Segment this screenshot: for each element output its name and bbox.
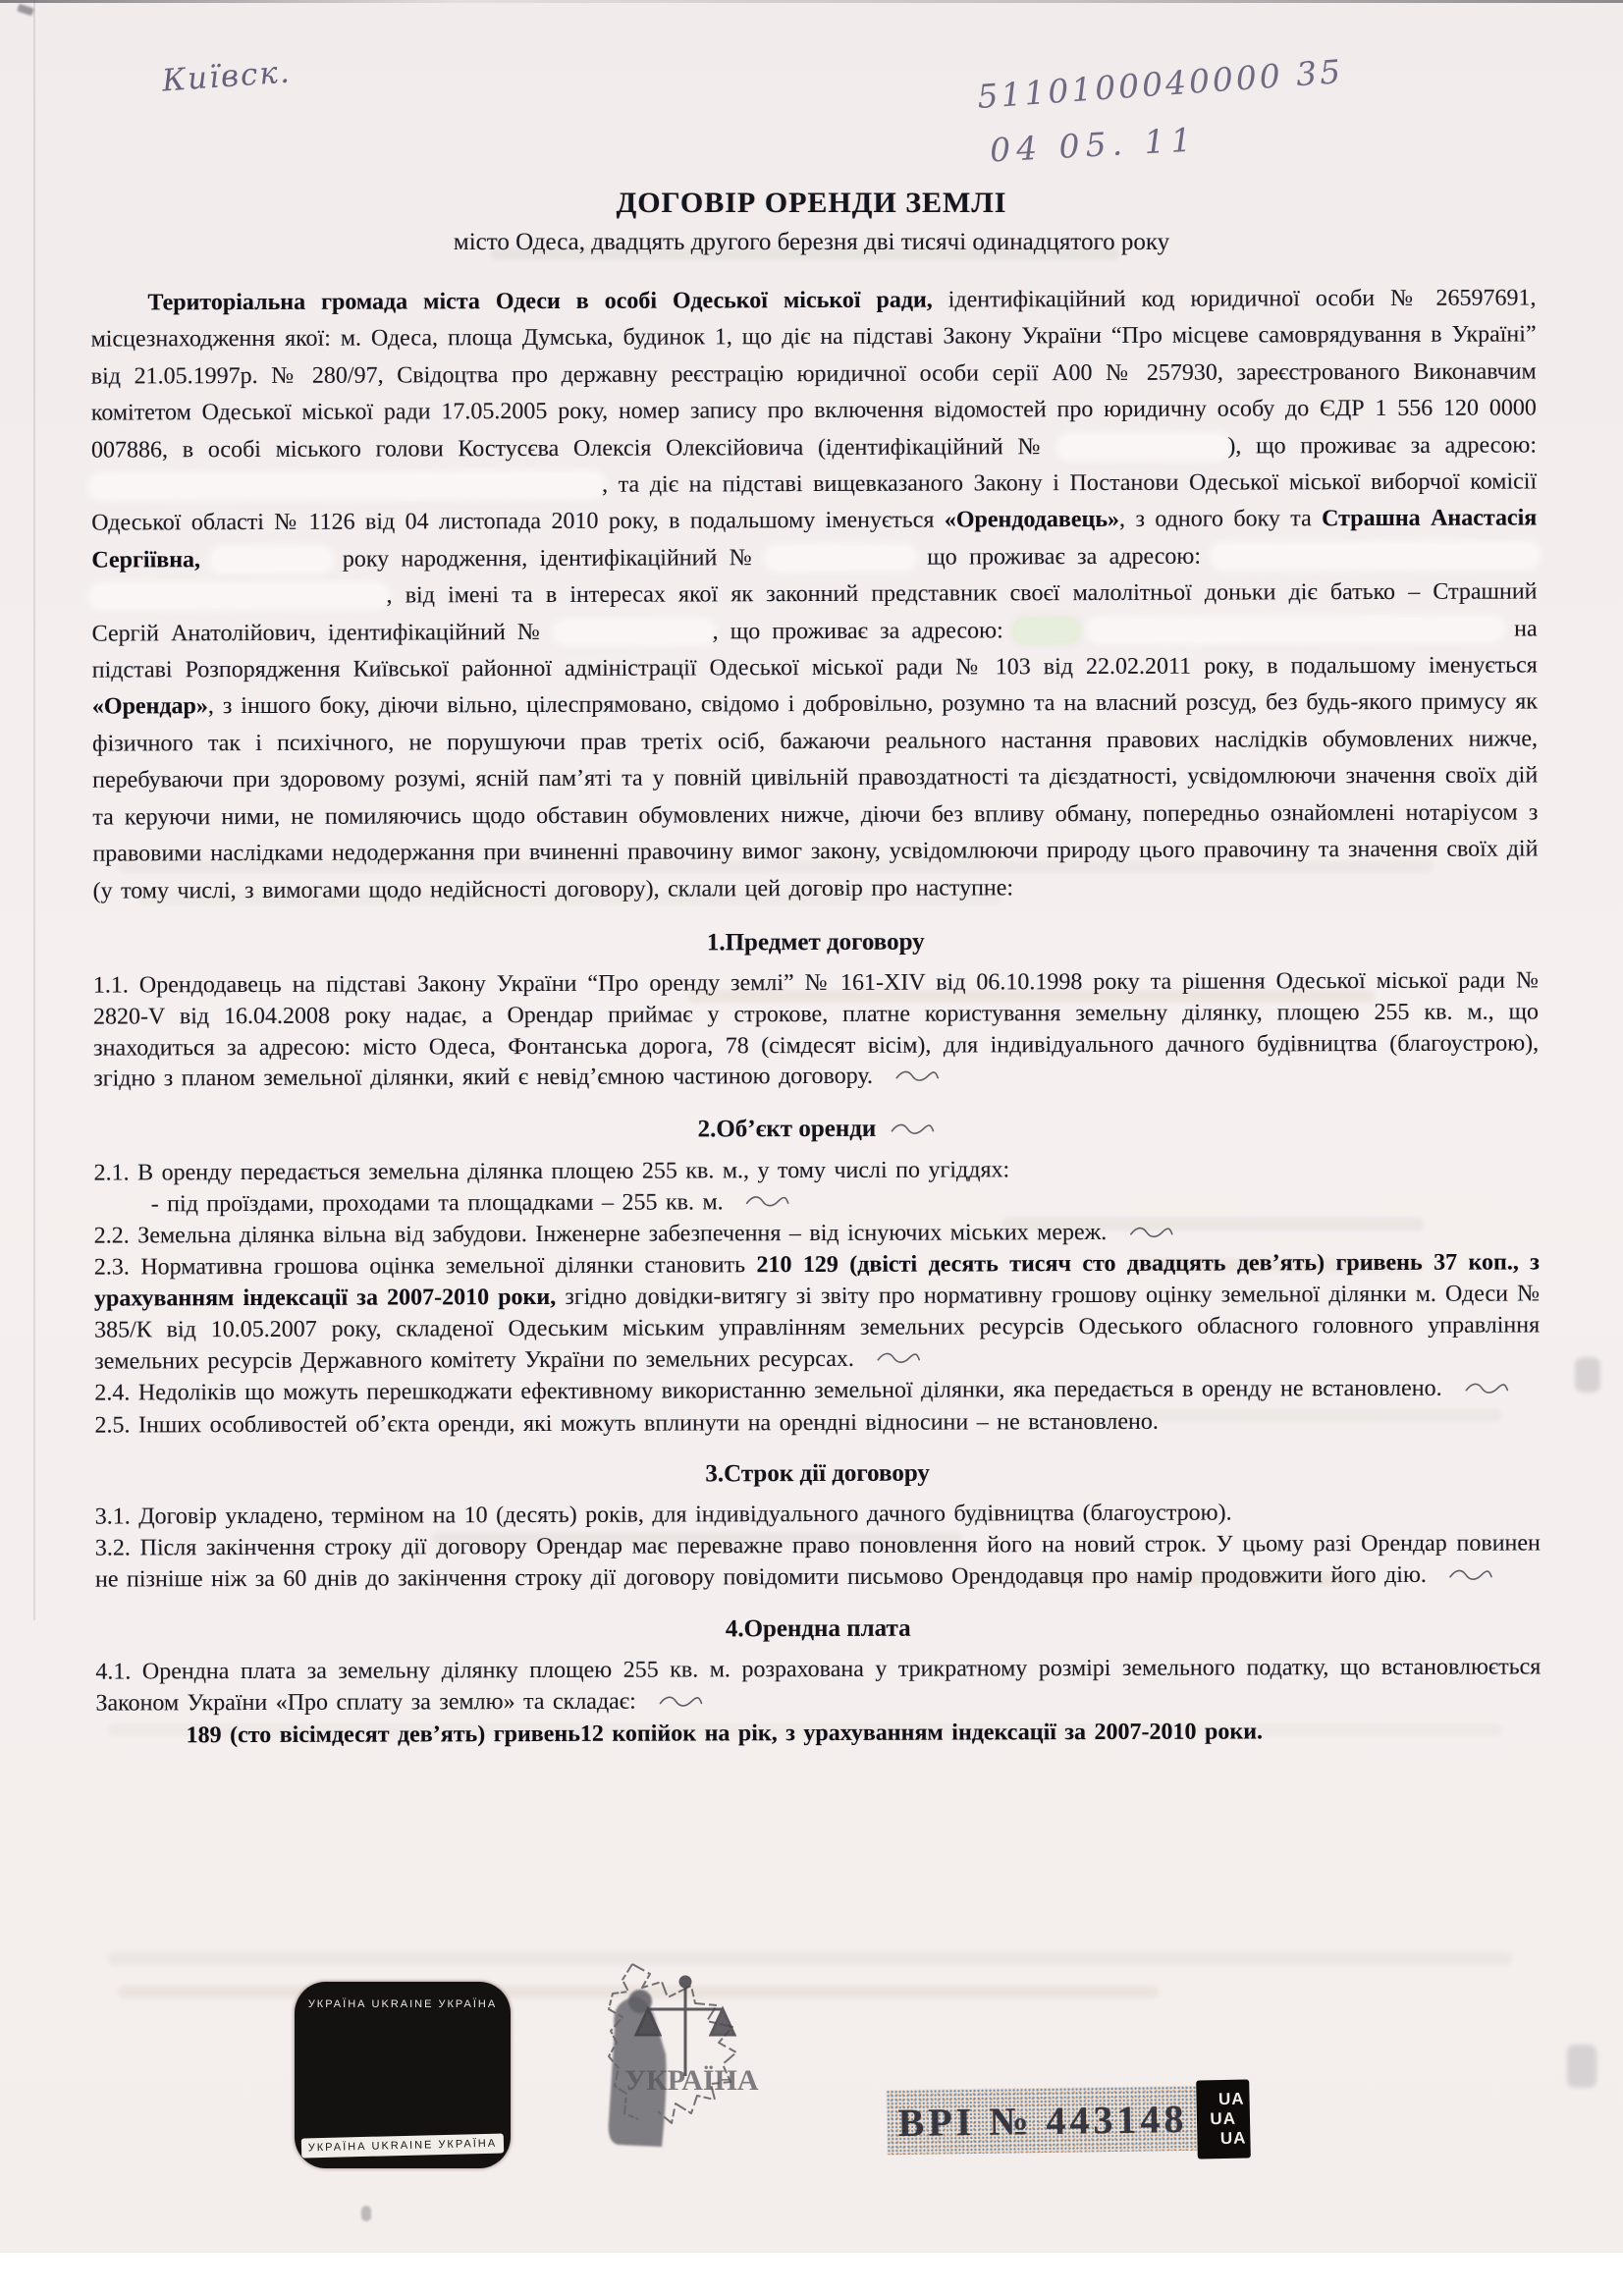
ukraine-passport-stamp (295, 1982, 511, 2168)
document-subtitle: місто Одеса, двадцять другого березня дві тисячі одинадцятого року (453, 229, 1170, 255)
emphasized-text: «Орендар» (91, 693, 208, 721)
pen-squiggle (894, 1062, 940, 1093)
body-text: , з іншого боку, діючи вільно, цілеспрямовано, свідомо і добровільно, розумно та на власний розсуд, без будь-якого примусу як фізичного так і психічного, не порушуючи прав третіх осіб, бажаючи реального настання правових наслідків обумовлених нижче, перебуваючи при здоровому розумі, ясній пам’яті та у повній цивільній правоздатності та дієздатності, усвідомлюючи значення своїх дій та керуючи ними, не помиляючись щодо обставин обумовлених нижче, діючи без впливу обману, попередньо ознайомлені нотаріусом з правовими наслідками недодержання при вчиненні правочину вимог закону, усвідомлюючи природу цього правочину та значення своїх дій (у тому числі, з вимогами щодо недійсності договору), склали цей договір про наступне: (91, 688, 1539, 904)
redaction-blob (1015, 620, 1078, 641)
stamp-top-text: УКРАЇНА UKRAINE УКРАЇНА (307, 1998, 498, 2010)
stamp-bottom-text: УКРАЇНА UKRAINE УКРАЇНА (301, 2133, 504, 2158)
redaction-blob (1213, 544, 1537, 567)
paragraph (94, 1217, 1540, 1254)
body-text: 4.1. Орендна плата за земельну ділянку площею 255 кв. м. розрахована у трикратному розмірі земельного податку, що встановлюється Законом України «Про сплату за землю» та складає: (95, 1654, 1542, 1717)
body-text: 2.5. Інших особливостей об’єкта оренди, які можуть вплинути на орендні відносини – не встановлено. (94, 1408, 1159, 1439)
section-heading: 3.Строк дії договору (705, 1460, 930, 1488)
emphasized-text: Територіальна громада міста Одеси в особі Одеської міської ради, (147, 287, 933, 316)
ua-label: UA (1219, 2128, 1247, 2149)
emphasized-text: 210 129 (двісті десять тисяч сто двадцять дев’ять) гривень 37 коп., з урахуванням індексації за 2007-2010 роки, (93, 1249, 1540, 1312)
body-text: ідентифікаційний код юридичної особи № 26597691, місцезнаходження якої: м. Одеса, площа Думська, будинок 1, що діє на підставі Закону України “Про місцеве самоврядування в Україні” від 21.05.1997р. № 280/97, Свідоцтва про державну реєстрацію юридичної особи серії А00 № 257930, зареєстрованого Виконавчим комітетом Одеської міської ради 17.05.2005 року, номер запису про включення відомостей про юридичну особу до ЄДР 1 556 120 0000 007886, в особі міського голови Костусєва Олексія Олексійовича (ідентифікаційний № (90, 285, 1537, 464)
serial-number-stamp (887, 2086, 1200, 2155)
body-text: 3.2. Після закінчення строку дії договору Орендар має переважне право поновлення його на новий строк. У цьому разі Орендар повинен не пізніше ніж за 60 днів до закінчення строку дії договору повідомити письмово Орендодавця про намір продовжити його дію. (94, 1530, 1541, 1593)
body-text: 2.2. Земельна ділянка вільна від забудови. Інженерне забезпечення – від існуючих міських мереж. (93, 1220, 1115, 1249)
pen-squiggle (876, 1344, 921, 1376)
pen-squiggle (1464, 1374, 1509, 1405)
bleedthrough-artifact (108, 1952, 1512, 1965)
body-text: 2.3. Нормативна грошова оцінка земельної ділянки становить (93, 1252, 757, 1282)
paragraph (94, 1153, 1540, 1189)
redaction-blob (1090, 618, 1502, 640)
body-text: 2.1. В оренду передається земельна ділянка площею 255 кв. м., у тому числі по угіддях: (93, 1157, 1010, 1186)
body-text: 3.1. Договір укладено, терміном на 10 (десять) років, для індивідуального дачного будівництва (благоустрою). (94, 1500, 1232, 1530)
emphasized-text: 189 (сто вісімдесят дев’ять) гривень12 копійок на рік, з урахуванням індексації за 2007-2010 роки. (186, 1718, 1264, 1748)
paragraph (94, 1184, 1540, 1222)
body-text: , з одного боку та (1118, 506, 1323, 533)
paragraph (95, 1498, 1541, 1534)
emblem-country-label: УКРАЇНА (624, 2064, 759, 2097)
document-title: ДОГОВІР ОРЕНДИ ЗЕМЛІ (616, 187, 1007, 219)
body-text: - під проїздами, проходами та площадками – 255 кв. м. (150, 1189, 732, 1218)
body-text: 2.4. Недоліків що можуть перешкоджати ефективному використанню земельної ділянки, яка передається в оренду не встановлено. (94, 1375, 1451, 1406)
paragraph (95, 1653, 1541, 1721)
scan-bottom-margin (0, 2253, 1623, 2296)
body-text: на підставі Розпорядження Київської районної адміністрації Одеської міської ради № 103 від 22.02.2011 року, в подальшому іменується (91, 616, 1538, 683)
paragraph (90, 280, 1538, 909)
body-text: ), що проживає за адресою: (1227, 432, 1538, 460)
body-text (200, 547, 212, 573)
ua-label: UA (1210, 2108, 1237, 2129)
paragraph (95, 1716, 1541, 1752)
justice-emblem-stamp (538, 1956, 764, 2158)
body-text: , та діє на підставі вищевказаного Закону і Постанови Одеської міської виборчої комісії Одеської області № 1126 від 04 листопада 2010 року, в подальшому іменується (91, 468, 1538, 537)
body-text: , від імені та в інтересах якої як законний представник своєї малолітньої доньки діє батько – Страшний Сергій Анатолійович, ідентифікаційний № (91, 578, 1538, 647)
handwritten-cadastral-number: 5110100040000 35 (976, 52, 1345, 116)
redaction-blob (1060, 435, 1227, 458)
scan-edge-top (0, 0, 1623, 3)
serial-number-text: ВРІ № 443148 (897, 2096, 1188, 2145)
pen-squiggle (1129, 1218, 1174, 1249)
emphasized-text: Страшна Анастасія Сергіївна, (91, 505, 1538, 574)
body-text (1078, 618, 1090, 643)
paragraph (93, 965, 1539, 1096)
scan-corner-mark (17, 4, 34, 17)
scan-smudge (361, 2206, 371, 2221)
handwritten-note-region: Київск. (160, 54, 293, 99)
body-text: що проживає за адресою: (914, 543, 1214, 571)
paragraph (94, 1374, 1540, 1411)
ua-security-block (1196, 2079, 1251, 2159)
ua-label: UA (1217, 2089, 1245, 2109)
section-heading: 2.Об’єкт оренди (93, 1113, 1539, 1146)
paragraph (94, 1248, 1540, 1379)
body-text: 1.1. Орендодавець на підставі Закону України “Про оренду землі” № 161-XIV від 06.10.1998 року та рішення Одеської міської ради № 2820-V від 16.04.2008 року надає, а Орендар приймає у строкове, платне користування земельну ділянку, площею 255 кв. м., що знаходиться за адресою: місто Одеса, Фонтанська дорога, 78 (сімдесят вісім), для індивідуального дачного будівництва (благоустрою), згідно з планом земельної ділянки, який є невід’ємною частиною договору. (92, 967, 1540, 1092)
handwritten-date: 04 05. 11 (989, 120, 1199, 170)
redaction-blob (91, 474, 602, 498)
body-text: згідно довідки-витягу зі звіту про нормативну грошову оцінку земельної ділянки м. Одеси № 385/К від 10.05.2007 року, складеної Одеським міським управлінням земельних ресурсів Одеського обласного головного управління земельних ресурсів Державного комітету України по земельних ресурсах. (94, 1281, 1541, 1375)
paragraph (94, 1405, 1540, 1442)
scan-smudge (1575, 1357, 1600, 1393)
document-body (90, 280, 1541, 1751)
pen-squiggle (745, 1187, 790, 1219)
pen-squiggle (658, 1687, 703, 1719)
redaction-blob (768, 546, 915, 569)
body-text: , що проживає за адресою: (712, 617, 1015, 645)
paragraph (95, 1529, 1541, 1597)
scan-smudge (1567, 2045, 1596, 2088)
pen-squiggle (1448, 1560, 1493, 1592)
redaction-blob (91, 585, 386, 608)
section-heading: 1.Предмет договору (706, 928, 925, 957)
redaction-blob (212, 549, 330, 571)
section-heading: 4.Орендна плата (725, 1615, 911, 1643)
pen-squiggle (890, 1117, 935, 1144)
emphasized-text: «Орендодавець» (944, 507, 1120, 533)
body-text: року народження, ідентифікаційний № (330, 545, 768, 573)
redaction-blob (556, 621, 713, 643)
